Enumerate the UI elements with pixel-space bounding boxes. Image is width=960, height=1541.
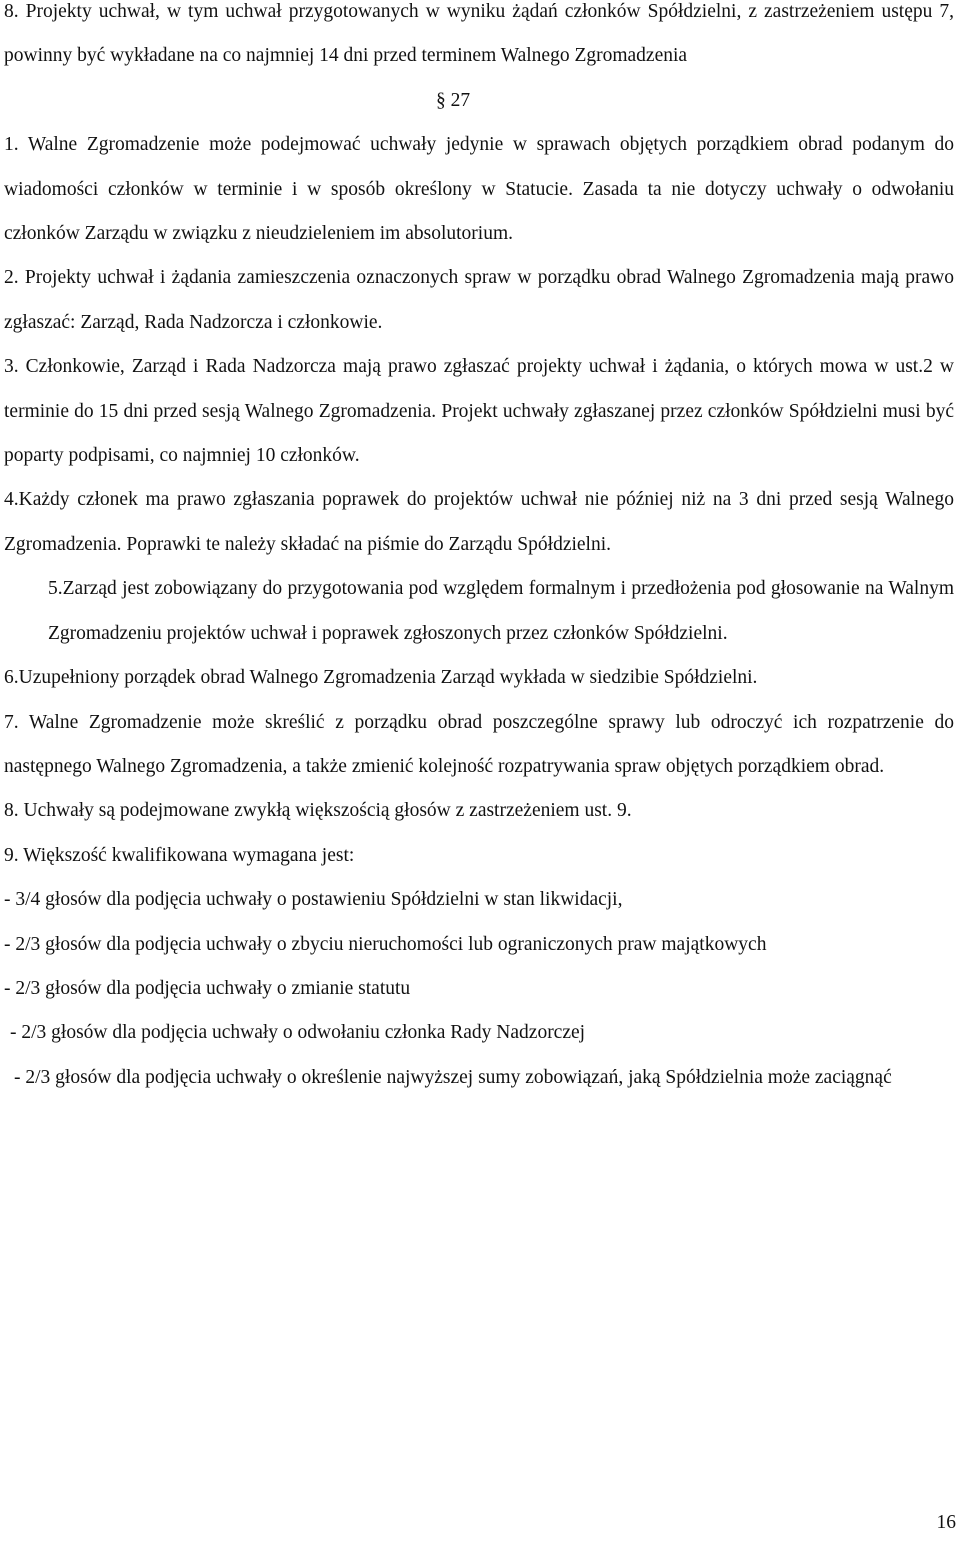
- list-item: - 2/3 głosów dla podjęcia uchwały o zmianie statutu: [4, 977, 411, 999]
- paragraph-8: 8. Uchwały są podejmowane zwykłą większością głosów z zastrzeżeniem ust. 9.: [4, 800, 632, 822]
- paragraph-7: 7. Walne Zgromadzenie może skreślić z porządku obrad poszczególne sprawy lub odroczyć ich rozpatrzenie do następnego Walnego Zgromadzenia, a także zmienić kolejność rozpatrywania spraw objętych porządkiem obrad.: [4, 711, 954, 777]
- paragraph-5: 5.Zarząd jest zobowiązany do przygotowania pod względem formalnym i przedłożenia pod głosowanie na Walnym Zgromadzeniu projektów uchwał i poprawek zgłoszonych przez członków Spółdzielni.: [48, 578, 954, 644]
- paragraph-9: 9. Większość kwalifikowana wymagana jest:: [4, 844, 355, 866]
- section-heading-27: § 27: [436, 89, 471, 111]
- page-number: 16: [936, 1512, 956, 1533]
- list-item: - 2/3 głosów dla podjęcia uchwały o określenie najwyższej sumy zobowiązań, jaką Spółdzielnia może zaciągnąć: [14, 1066, 892, 1088]
- paragraph-6: 6.Uzupełniony porządek obrad Walnego Zgromadzenia Zarząd wykłada w siedzibie Spółdzielni.: [4, 667, 758, 689]
- paragraph-8-continued: 8. Projekty uchwał, w tym uchwał przygotowanych w wyniku żądań członków Spółdzielni, z zastrzeżeniem ustępu 7, powinny być wykładane na co najmniej 14 dni przed terminem Walnego Zgromadzenia: [4, 1, 954, 67]
- list-item: - 2/3 głosów dla podjęcia uchwały o zbyciu nieruchomości lub ograniczonych praw majątkowych: [4, 933, 767, 955]
- list-item: - 2/3 głosów dla podjęcia uchwały o odwołaniu członka Rady Nadzorczej: [10, 1022, 586, 1044]
- paragraph-1: 1. Walne Zgromadzenie może podejmować uchwały jedynie w sprawach objętych porządkiem obrad podanym do wiadomości członków w terminie i w sposób określony w Statucie. Zasada ta nie dotyczy uchwały o odwołaniu członków Zarządu w związku z nieudzieleniem im absolutorium.: [4, 134, 954, 245]
- paragraph-2: 2. Projekty uchwał i żądania zamieszczenia oznaczonych spraw w porządku obrad Walnego Zgromadzenia mają prawo zgłaszać: Zarząd, Rada Nadzorcza i członkowie.: [4, 267, 954, 333]
- list-item: - 3/4 głosów dla podjęcia uchwały o postawieniu Spółdzielni w stan likwidacji,: [4, 889, 623, 911]
- paragraph-3: 3. Członkowie, Zarząd i Rada Nadzorcza mają prawo zgłaszać projekty uchwał i żądania, o których mowa w ust.2 w terminie do 15 dni przed sesją Walnego Zgromadzenia. Projekt uchwały zgłaszanej przez członków Spółdzielni musi być poparty podpisami, co najmniej 10 członków.: [4, 356, 954, 467]
- paragraph-4: 4.Każdy członek ma prawo zgłaszania poprawek do projektów uchwał nie później niż na 3 dni przed sesją Walnego Zgromadzenia. Poprawki te należy składać na piśmie do Zarządu Spółdzielni.: [4, 489, 954, 555]
